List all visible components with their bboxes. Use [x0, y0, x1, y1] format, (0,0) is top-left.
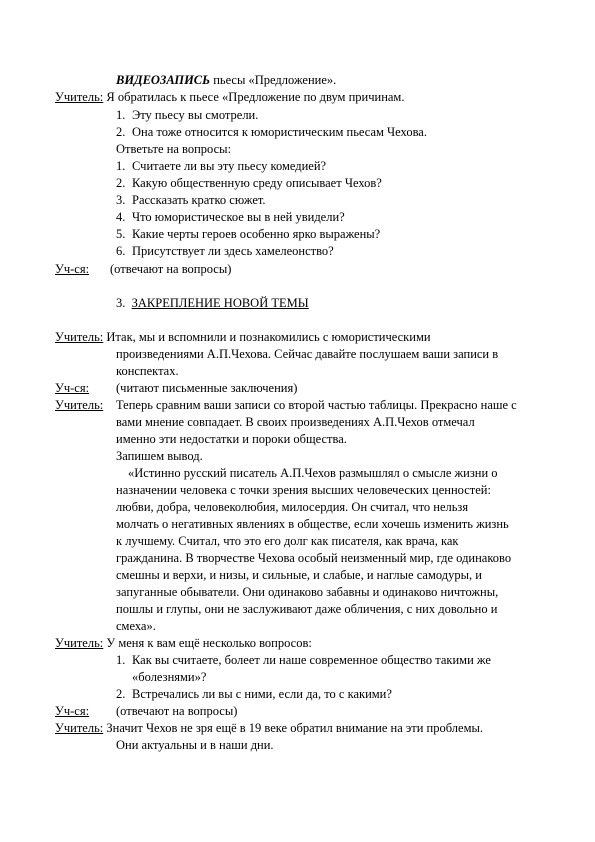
question-text: «болезнями»?: [132, 670, 207, 684]
students1-speaker: Уч-ся:: [55, 262, 90, 276]
students3-text: (отвечают на вопросы): [116, 704, 238, 718]
teacher5-line: [55, 721, 483, 736]
teacher2-text: Итак, мы и вспомнили и познакомились с юмористическими: [103, 330, 431, 344]
answer-prompt: Ответьте на вопросы:: [116, 142, 232, 156]
teacher3-text: Запишем вывод.: [116, 449, 203, 463]
students1-line: [55, 262, 89, 277]
question-item: [116, 159, 326, 174]
question-text: Встречались ли вы с ними, если да, то с какими?: [132, 687, 392, 701]
students3-line: [55, 704, 89, 719]
question-text: Какую общественную среду описывает Чехов?: [132, 176, 382, 190]
conclusion-quote: «Истинно русский писатель А.П.Чехов размышлял о смысле жизни о: [128, 466, 498, 480]
teacher5-speaker: Учитель:: [55, 721, 104, 735]
teacher3-line: [55, 398, 103, 413]
conclusion-quote: смеха».: [116, 619, 156, 633]
conclusion-quote: любви, добра, человеколюбия, милосердия. Он считал, что нельзя: [116, 500, 469, 514]
video-title-emph: ВИДЕОЗАПИСЬ: [116, 73, 211, 87]
conclusion-quote: пошлы и глупы, они не заслуживают даже обличения, с них довольно и: [116, 602, 498, 616]
students2-text: (читают письменные заключения): [116, 381, 298, 395]
conclusion-quote: гражданина. В творчестве Чехова особый неизменный мир, где одинаково: [116, 551, 512, 565]
question-text: Какие черты героев особенно ярко выражены?: [132, 227, 381, 241]
students2-line: [55, 381, 89, 396]
students2-speaker: Уч-ся:: [55, 381, 90, 395]
question-number: 6.: [116, 244, 126, 258]
question-item: [116, 176, 382, 191]
question-number: 1.: [116, 653, 126, 667]
reason-number: 1.: [116, 108, 126, 122]
reason-item: [116, 108, 258, 123]
teacher5-text: Значит Чехов не зря ещё в 19 веке обратил внимание на эти проблемы.: [103, 721, 483, 735]
conclusion-quote: назначении человека с точки зрения высших человеческих ценностей:: [116, 483, 491, 497]
question-number: 2.: [116, 176, 126, 190]
teacher3-text: Теперь сравним ваши записи со второй частью таблицы. Прекрасно наше с: [116, 398, 517, 412]
video-title: [116, 73, 336, 88]
question-item: [116, 227, 380, 242]
students1-text: (отвечают на вопросы): [110, 262, 232, 276]
teacher2-speaker: Учитель:: [55, 330, 104, 344]
teacher2-line: [55, 330, 431, 345]
conclusion-quote: смешны и верхи, и низы, и сильные, и слабые, и наглые самодуры, и: [116, 568, 482, 582]
teacher3-text: вами мнение совпадает. В своих произведениях А.П.Чехов отмечал: [116, 415, 475, 429]
question-number: 1.: [116, 159, 126, 173]
teacher3-text: именно эти недостатки и пороки общества.: [116, 432, 347, 446]
conclusion-quote: к лучшему. Считал, что это его долг как писателя, как врача, как: [116, 534, 459, 548]
question-item: [116, 687, 392, 702]
question-text: Считаете ли вы эту пьесу комедией?: [132, 159, 327, 173]
section-title: ЗАКРЕПЛЕНИЕ НОВОЙ ТЕМЫ: [131, 296, 309, 310]
teacher3-speaker: Учитель:: [55, 398, 104, 412]
conclusion-quote: запуганные обыватели. Они одинаково забавны и одинаково ничтожны,: [116, 585, 499, 599]
question-number: 3.: [116, 193, 126, 207]
section-heading: [116, 296, 309, 311]
teacher4-line: [55, 636, 312, 651]
teacher5-text: Они актуальны и в наши дни.: [116, 738, 274, 752]
section-number: 3.: [116, 296, 126, 310]
students3-speaker: Уч-ся:: [55, 704, 90, 718]
question-item: [116, 244, 334, 259]
teacher1-intro: Я обратилась к пьесе «Предложение по двум причинам.: [103, 90, 405, 104]
question-text: Присутствует ли здесь хамелеонство?: [132, 244, 334, 258]
teacher1-line: [55, 90, 404, 105]
teacher2-text: конспектах.: [116, 364, 179, 378]
conclusion-quote: молчать о негативных явлениях в обществе, если хочешь изменить жизнь: [116, 517, 509, 531]
question-text: Что юмористическое вы в ней увидели?: [132, 210, 345, 224]
question-text: Рассказать кратко сюжет.: [132, 193, 266, 207]
question-item: [116, 210, 345, 225]
teacher4-intro: У меня к вам ещё несколько вопросов:: [103, 636, 312, 650]
reason-text: Она тоже относится к юмористическим пьесам Чехова.: [132, 125, 427, 139]
teacher1-speaker: Учитель:: [55, 90, 104, 104]
teacher4-speaker: Учитель:: [55, 636, 104, 650]
question-number: 4.: [116, 210, 126, 224]
question-number: 2.: [116, 687, 126, 701]
teacher2-text: произведениями А.П.Чехова. Сейчас давайте послушаем ваши записи в: [116, 347, 499, 361]
reason-item: [116, 125, 427, 140]
question-item: [116, 653, 491, 668]
question-number: 5.: [116, 227, 126, 241]
reason-number: 2.: [116, 125, 126, 139]
question-text: Как вы считаете, болеет ли наше современное общество такими же: [132, 653, 491, 667]
question-item: [116, 193, 266, 208]
video-title-rest: пьесы «Предложение».: [210, 73, 337, 87]
reason-text: Эту пьесу вы смотрели.: [132, 108, 259, 122]
